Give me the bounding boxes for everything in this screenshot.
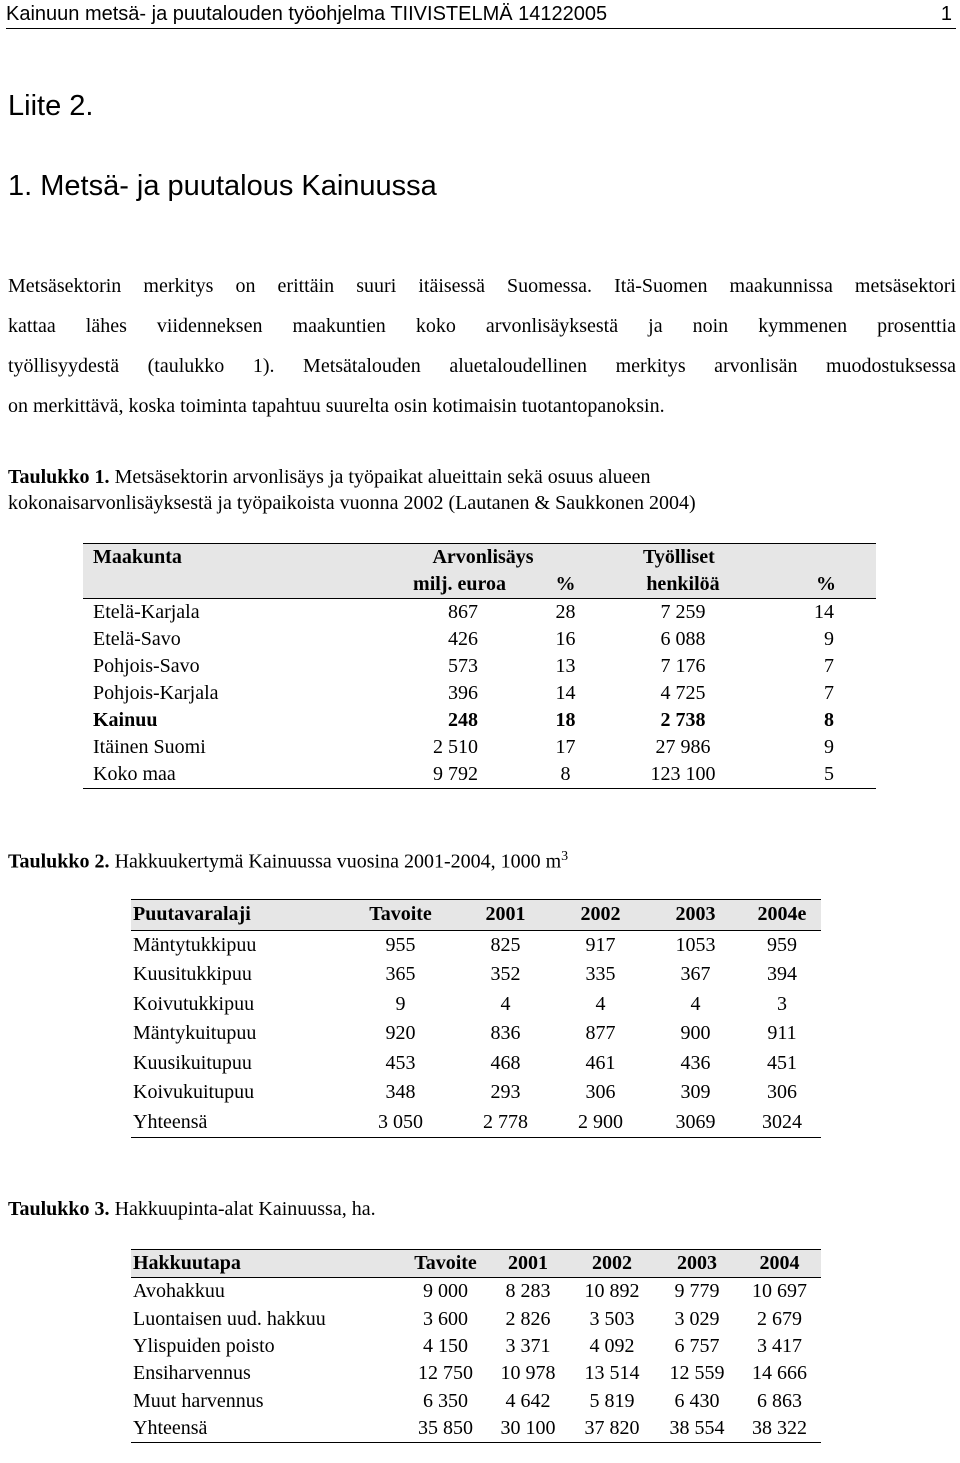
table-cell: Mäntytukkipuu: [133, 933, 257, 956]
table1-header-cell: Arvonlisäys: [313, 544, 613, 572]
table-row: [131, 1387, 821, 1414]
table-cell: 2 738: [660, 709, 706, 731]
table-cell: 30 100: [488, 1415, 568, 1443]
table-cell: 2 826: [505, 1307, 551, 1330]
table-cell: Etelä-Savo: [93, 628, 181, 650]
table2-caption-label: Taulukko 2.: [8, 850, 110, 873]
table-cell: 9 000: [423, 1280, 468, 1303]
table-row: [83, 653, 876, 680]
table-row: [131, 1078, 821, 1108]
intro-line: työllisyydestä (taulukko 1). Metsätalouden aluetaloudellinen merkitys arvonlisän muodostuksessa: [8, 355, 956, 377]
table2-caption-text: Hakkuukertymä Kainuussa vuosina 2001-2004, 1000 m: [109, 850, 562, 873]
table1-header-row: [83, 571, 876, 599]
table-cell: Tavoite: [403, 1250, 488, 1278]
table-cell: 28: [555, 601, 576, 623]
table-cell: 7: [824, 655, 834, 677]
table-cell: 10 697: [752, 1280, 807, 1303]
table-row: [131, 960, 821, 990]
table-cell: 248: [448, 709, 478, 731]
table-cell: 2002: [553, 900, 648, 931]
table3-caption-label: Taulukko 3.: [8, 1198, 110, 1220]
table-cell: Pohjois-Karjala: [93, 682, 219, 704]
table-cell: 335: [585, 963, 616, 986]
table-cell: 8 283: [505, 1280, 551, 1303]
table-cell: 955: [385, 933, 416, 956]
table-cell: 867: [448, 601, 478, 623]
table-cell: 3 029: [674, 1307, 720, 1330]
table-cell: 6 863: [757, 1389, 802, 1412]
document-title: Kainuun metsä- ja puutalouden työohjelma TIIVISTELMÄ 14122005: [6, 3, 608, 25]
table1-caption-line2: kokonaisarvonlisäyksestä ja työpaikoista vuonna 2002 (Lautanen & Saukkonen 2004): [8, 492, 696, 514]
table-cell: 7 176: [660, 655, 706, 677]
table-cell: Hakkuutapa: [131, 1250, 403, 1278]
table1-caption-text: Metsäsektorin arvonlisäys ja työpaikat alueittain sekä osuus alueen: [109, 466, 651, 488]
table-cell: 3: [777, 992, 787, 1015]
table-cell: 12 559: [669, 1362, 725, 1385]
table-cell: 13: [555, 655, 576, 677]
table-cell: 6 350: [423, 1389, 468, 1412]
table-cell: Pohjois-Savo: [93, 655, 200, 677]
table-cell: Koko maa: [83, 761, 313, 789]
table-row: [83, 680, 876, 707]
table-cell: 836: [490, 1022, 521, 1045]
table-row: [131, 1019, 821, 1049]
table3-caption: [8, 1196, 376, 1222]
table-cell: Kuusitukkipuu: [133, 963, 252, 986]
section-title: 1. Metsä- ja puutalous Kainuussa: [8, 170, 437, 202]
table2-caption: [8, 844, 568, 875]
table-cell: 911: [767, 1022, 797, 1045]
intro-paragraph: [8, 266, 956, 426]
table-cell: 468: [490, 1051, 521, 1074]
table-cell: 14: [555, 682, 576, 704]
table1-header-cell: henkilöä: [613, 571, 753, 599]
table-cell: 900: [680, 1022, 711, 1045]
table-cell: 17: [555, 736, 576, 758]
table-cell: Yhteensä: [131, 1108, 343, 1138]
table-cell: 38 554: [656, 1415, 738, 1443]
table-cell: Avohakkuu: [133, 1280, 225, 1303]
table-cell: 4: [690, 992, 701, 1015]
table-cell: 13 514: [584, 1362, 640, 1385]
table-cell: 2 900: [553, 1108, 648, 1138]
table-cell: 10 892: [584, 1280, 640, 1303]
table-cell: 426: [448, 628, 478, 650]
table-cell: 9: [395, 992, 406, 1015]
table-cell: 18: [555, 709, 576, 731]
table3-header-row: [131, 1250, 821, 1278]
table-cell: Ensiharvennus: [133, 1362, 251, 1385]
table-row: [83, 626, 876, 653]
table-cell: 436: [680, 1051, 711, 1074]
table-cell: 453: [385, 1051, 416, 1074]
intro-line: Metsäsektorin merkitys on erittäin suuri itäisessä Suomessa. Itä-Suomen maakunnissa metsäsektori: [8, 275, 956, 297]
page-header: [6, 0, 956, 29]
table-cell: Puutavaralaji: [131, 900, 343, 931]
table-cell: 451: [767, 1051, 797, 1074]
intro-line: kattaa lähes viidenneksen maakuntien koko arvonlisäyksestä ja noin kymmenen prosenttia: [8, 315, 956, 337]
table-cell: Kainuu: [93, 709, 158, 731]
table1-header-cell: %: [753, 571, 876, 599]
table-cell: 306: [767, 1081, 797, 1104]
table-cell: 920: [385, 1022, 416, 1045]
table-cell: 3 371: [505, 1335, 551, 1358]
table2: [131, 899, 821, 1138]
table-cell: 8: [824, 709, 834, 731]
table-cell: 2001: [488, 1250, 568, 1278]
table-cell: 4 150: [423, 1335, 468, 1358]
table-cell: 123 100: [613, 761, 753, 789]
table-cell: 2002: [568, 1250, 656, 1278]
table-cell: 573: [448, 655, 478, 677]
table-cell: 394: [767, 963, 797, 986]
table-cell: 877: [585, 1022, 616, 1045]
table-row: [131, 1306, 821, 1333]
table-cell: Ylispuiden poisto: [133, 1335, 275, 1358]
table-cell: 2 778: [458, 1108, 553, 1138]
table-row: [83, 599, 876, 627]
table-cell: 2001: [458, 900, 553, 931]
table-cell: 10 978: [500, 1362, 556, 1385]
table1-header-cell: milj. euroa: [313, 571, 518, 599]
table-cell: 6 430: [674, 1389, 720, 1412]
table-cell: 5: [753, 761, 876, 789]
table-cell: 9: [824, 628, 834, 650]
table-cell: 16: [555, 628, 576, 650]
table-cell: Tavoite: [343, 900, 458, 931]
table-cell: 4: [500, 992, 511, 1015]
table-cell: 4: [595, 992, 606, 1015]
table-cell: 27 986: [655, 736, 711, 758]
table-cell: 6 757: [674, 1335, 720, 1358]
table-cell: 2 510: [433, 736, 478, 758]
table-row: [83, 734, 876, 761]
table-cell: Koivutukkipuu: [133, 992, 255, 1015]
table-cell: 3069: [648, 1108, 743, 1138]
table-row: [83, 761, 876, 789]
table1-caption: [8, 464, 696, 516]
table-cell: 3 503: [589, 1307, 635, 1330]
table-cell: 14 666: [752, 1362, 807, 1385]
table-cell: 4 092: [589, 1335, 635, 1358]
table-cell: 3 050: [343, 1108, 458, 1138]
table-cell: 12 750: [418, 1362, 473, 1385]
table-cell: 2003: [656, 1250, 738, 1278]
table1-header-cell: Maakunta: [83, 544, 313, 572]
table-cell: 959: [767, 933, 797, 956]
table-cell: 2004: [738, 1250, 821, 1278]
table-cell: 5 819: [589, 1389, 635, 1412]
intro-line: on merkittävä, koska toiminta tapahtuu suurelta osin kotimaisin tuotantopanoksin.: [8, 395, 665, 417]
table-cell: 309: [680, 1081, 711, 1104]
table-row: [131, 1333, 821, 1360]
table-row: [131, 1278, 821, 1306]
table-row: [83, 707, 876, 734]
table-cell: Koivukuitupuu: [133, 1081, 255, 1104]
appendix-title: Liite 2.: [8, 90, 94, 122]
table-cell: 306: [585, 1081, 616, 1104]
table-row: [131, 1360, 821, 1387]
table-cell: 365: [385, 963, 416, 986]
table2-header-row: [131, 900, 821, 931]
table-cell: Mäntykuitupuu: [133, 1022, 257, 1045]
table-cell: 396: [448, 682, 478, 704]
table-cell: 352: [490, 963, 521, 986]
table-cell: Yhteensä: [131, 1415, 403, 1443]
table-cell: 3 417: [757, 1335, 802, 1358]
table-cell: 9 779: [674, 1280, 720, 1303]
table-cell: 3024: [743, 1108, 821, 1138]
table-cell: 4 642: [505, 1389, 551, 1412]
table3-caption-text: Hakkuupinta-alat Kainuussa, ha.: [109, 1198, 376, 1220]
table1-caption-label: Taulukko 1.: [8, 466, 110, 488]
table-cell: Muut harvennus: [133, 1389, 264, 1412]
table-cell: 1053: [675, 933, 716, 956]
table-cell: 14: [814, 601, 834, 623]
table-cell: 4 725: [660, 682, 706, 704]
table-cell: Itäinen Suomi: [93, 736, 206, 758]
table-cell: 2004e: [743, 900, 821, 931]
table-cell: 7 259: [660, 601, 706, 623]
table-cell: 2003: [648, 900, 743, 931]
table-cell: Luontaisen uud. hakkuu: [133, 1307, 326, 1330]
table1-header-cell: %: [518, 571, 613, 599]
table1-header-cell: [83, 571, 313, 599]
table-cell: 367: [680, 963, 711, 986]
table-row: [131, 990, 821, 1020]
table-row: [131, 1108, 821, 1138]
table1-header-row: [83, 544, 876, 572]
table-cell: 37 820: [568, 1415, 656, 1443]
table-cell: 293: [490, 1081, 521, 1104]
table1: [83, 543, 876, 789]
table-cell: Kuusikuitupuu: [133, 1051, 252, 1074]
table-cell: 348: [385, 1081, 416, 1104]
table-cell: 9 792: [313, 761, 518, 789]
table1-header-cell: Työlliset: [613, 544, 876, 572]
table-cell: 6 088: [660, 628, 706, 650]
table-cell: 917: [585, 933, 616, 956]
table-cell: 3 600: [423, 1307, 468, 1330]
table-cell: Etelä-Karjala: [93, 601, 200, 623]
table-cell: 7: [824, 682, 834, 704]
table-cell: 9: [824, 736, 834, 758]
table-cell: 38 322: [738, 1415, 821, 1443]
table2-caption-sup: 3: [561, 849, 569, 864]
table3: [131, 1249, 821, 1443]
table-cell: 461: [585, 1051, 616, 1074]
page-number: 1: [940, 3, 952, 25]
table-row: [131, 1049, 821, 1079]
table-row: [131, 1415, 821, 1443]
table-cell: 825: [490, 933, 521, 956]
table-cell: 35 850: [403, 1415, 488, 1443]
table-cell: 2 679: [757, 1307, 802, 1330]
table-cell: 8: [518, 761, 613, 789]
table-row: [131, 930, 821, 960]
